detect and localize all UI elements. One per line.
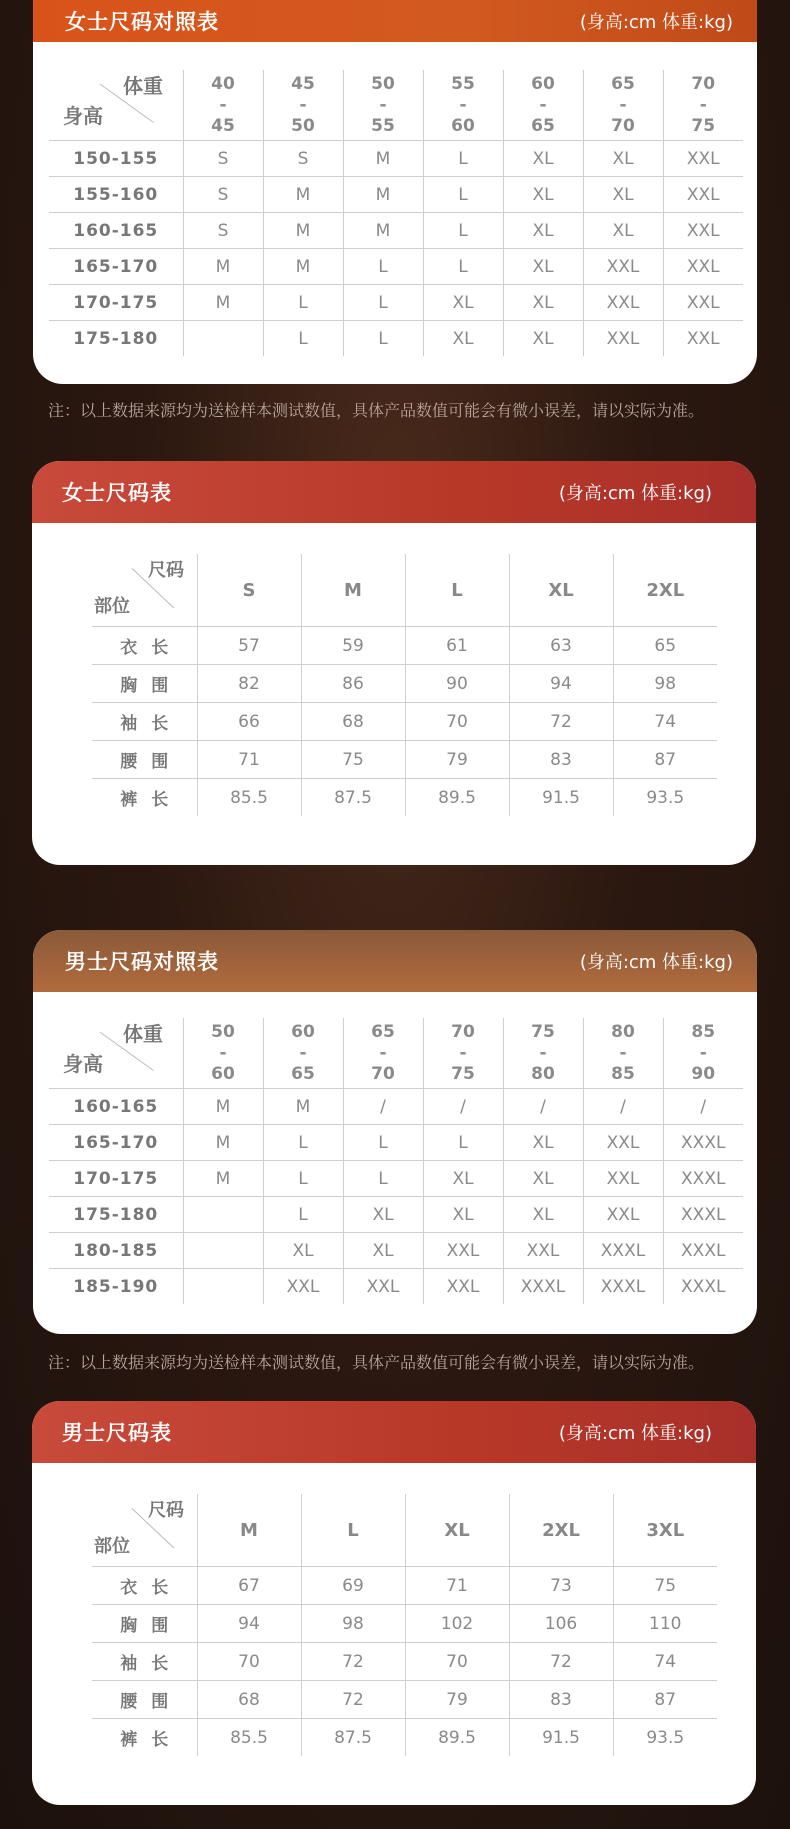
size-cell: L: [423, 141, 503, 177]
table-row: [92, 1681, 717, 1719]
size-cell: XXL: [663, 141, 743, 177]
measurement-cell: 66: [197, 703, 301, 741]
size-cell: XL: [263, 1233, 343, 1269]
corner-cell: [49, 1018, 183, 1089]
size-cell: XXXL: [663, 1233, 743, 1269]
size-cell: XL: [423, 1161, 503, 1197]
size-cell: S: [183, 177, 263, 213]
size-cell: XL: [503, 1197, 583, 1233]
measurement-cell: 68: [197, 1681, 301, 1719]
table-row: [92, 741, 717, 779]
height-range-label: 155-160: [49, 177, 183, 213]
measurement-cell: 71: [197, 741, 301, 779]
size-cell: /: [503, 1089, 583, 1125]
size-cell: M: [183, 1161, 263, 1197]
size-cell: M: [263, 249, 343, 285]
size-cell: XL: [503, 285, 583, 321]
measurement-cell: 94: [509, 665, 613, 703]
measurement-cell: 75: [613, 1567, 717, 1605]
size-cell: XL: [343, 1233, 423, 1269]
size-cell: L: [263, 285, 343, 321]
measurement-cell: 70: [405, 1643, 509, 1681]
size-cell: XL: [583, 177, 663, 213]
measurement-cell: 72: [301, 1681, 405, 1719]
size-column-header: S: [197, 554, 301, 627]
size-cell: XXL: [583, 249, 663, 285]
body-part-text: 胸围: [120, 676, 183, 696]
measurement-cell: 63: [509, 627, 613, 665]
header-row: [49, 1018, 743, 1089]
size-cell: M: [183, 1125, 263, 1161]
size-cell: XXXL: [681, 1276, 726, 1297]
size-cell: XXL: [686, 328, 720, 349]
weight-range-header: 65 - 70: [583, 70, 663, 141]
size-cell: XL: [503, 1125, 583, 1161]
size-cell: XL: [423, 1197, 503, 1233]
size-cell: XXL: [423, 1269, 503, 1305]
disclaimer-note-2: 注：以上数据来源均为送检样本测试数值，具体产品数值可能会有微小误差，请以实际为准。: [48, 1353, 705, 1372]
height-range-label: 165-170: [49, 249, 183, 285]
corner-cell: [92, 1494, 197, 1567]
body-part-label: [92, 1681, 197, 1719]
women-size-title: 女士尺码表: [62, 481, 172, 505]
size-cell: M: [343, 141, 423, 177]
women-size-card: [32, 461, 756, 865]
size-cell: M: [343, 213, 423, 249]
body-part-text: 裤长: [120, 1730, 183, 1750]
measurement-cell: 102: [405, 1605, 509, 1643]
measurement-cell: 61: [405, 627, 509, 665]
table-row: [92, 1643, 717, 1681]
body-part-text: 胸围: [120, 1616, 183, 1636]
body-part-label: [92, 627, 197, 665]
measurement-cell: 86: [301, 665, 405, 703]
size-cell: XXL: [583, 285, 663, 321]
women-compare-unit: (身高:cm 体重:kg): [579, 12, 733, 33]
weight-range-header: 70 - 75: [423, 1018, 503, 1089]
size-cell: L: [423, 177, 503, 213]
body-part-label: [92, 1567, 197, 1605]
measurement-cell: 93.5: [646, 1727, 685, 1748]
size-cell: M: [343, 177, 423, 213]
table-row: [49, 177, 743, 213]
size-cell: XL: [503, 321, 583, 357]
measurement-cell: 70: [197, 1643, 301, 1681]
measurement-cell: 72: [509, 703, 613, 741]
size-column-header: XL: [405, 1494, 509, 1567]
size-cell: M: [183, 285, 263, 321]
body-part-label: [92, 1643, 197, 1681]
body-part-text: 腰围: [120, 1692, 183, 1712]
measurement-cell: 79: [405, 741, 509, 779]
weight-range-header: 70 - 75: [663, 70, 743, 141]
size-cell: L: [423, 249, 503, 285]
women-compare-title: 女士尺码对照表: [65, 10, 219, 34]
corner-bottom-label: 部位: [94, 596, 130, 617]
table-row: [49, 1269, 743, 1305]
women-size-unit: (身高:cm 体重:kg): [558, 483, 712, 504]
body-part-label: [92, 779, 197, 817]
size-cell: M: [263, 177, 343, 213]
measurement-cell: 89.5: [405, 779, 509, 817]
men-compare-unit: (身高:cm 体重:kg): [579, 952, 733, 973]
size-cell: XXL: [663, 213, 743, 249]
measurement-cell: 94: [197, 1605, 301, 1643]
measurement-cell: 65: [613, 627, 717, 665]
corner-bottom-label: 身高: [63, 104, 103, 128]
size-cell: M: [183, 249, 263, 285]
size-cell: XXL: [663, 249, 743, 285]
size-cell: L: [423, 213, 503, 249]
size-cell: M: [263, 213, 343, 249]
body-part-text: 裤长: [120, 790, 183, 810]
height-range-label: 165-170: [49, 1125, 183, 1161]
table-row: [92, 779, 717, 817]
body-part-text: 衣长: [120, 638, 183, 658]
measurement-cell: 68: [301, 703, 405, 741]
women-size-table: [92, 554, 717, 816]
size-cell: XL: [583, 141, 663, 177]
measurement-cell: 87: [613, 1681, 717, 1719]
measurement-cell: 89.5: [405, 1719, 509, 1757]
header-row: [92, 1494, 717, 1567]
size-column-header: 2XL: [613, 554, 717, 627]
size-cell: XL: [423, 321, 503, 357]
corner-header: [49, 70, 183, 140]
size-cell: /: [583, 1089, 663, 1125]
size-cell: L: [423, 1125, 503, 1161]
size-cell: S: [183, 213, 263, 249]
height-range-label: 160-165: [49, 213, 183, 249]
corner-cell: [49, 70, 183, 141]
measurement-cell: 79: [405, 1681, 509, 1719]
measurement-cell: 93.5: [646, 787, 685, 808]
body-part-label: [92, 665, 197, 703]
body-part-label: [92, 741, 197, 779]
height-range-label: 180-185: [49, 1233, 183, 1269]
measurement-cell: 98: [613, 665, 717, 703]
size-cell: L: [343, 321, 423, 357]
measurement-cell: 87: [613, 741, 717, 779]
measurement-cell: 72: [509, 1643, 613, 1681]
corner-top-label: 体重: [123, 1022, 163, 1046]
measurement-cell: 87.5: [301, 1719, 405, 1757]
measurement-cell: 82: [197, 665, 301, 703]
size-cell: L: [343, 285, 423, 321]
men-size-unit: (身高:cm 体重:kg): [558, 1423, 712, 1444]
size-cell: /: [663, 1089, 743, 1125]
corner-top-label: 尺码: [148, 1500, 184, 1521]
table-row: [49, 1161, 743, 1197]
table-row: [92, 627, 717, 665]
size-cell: [183, 1197, 263, 1233]
weight-range-header: 60 - 65: [503, 70, 583, 141]
corner-bottom-label: 部位: [94, 1536, 130, 1557]
size-cell: M: [183, 1089, 263, 1125]
measurement-cell: 70: [405, 703, 509, 741]
size-cell: XXXL: [663, 1161, 743, 1197]
size-cell: XXL: [343, 1269, 423, 1305]
body-part-text: 衣长: [120, 1578, 183, 1598]
height-range-label: 170-175: [49, 1161, 183, 1197]
measurement-cell: 91.5: [509, 1719, 613, 1757]
size-cell: M: [263, 1089, 343, 1125]
men-compare-card: [33, 930, 757, 1334]
height-range-label: 170-175: [49, 285, 183, 321]
men-compare-table: [49, 1018, 743, 1304]
men-size-card: [32, 1401, 756, 1805]
table-row: [92, 1605, 717, 1643]
men-size-table: [92, 1494, 717, 1756]
measurement-cell: 106: [509, 1605, 613, 1643]
size-column-header: 3XL: [613, 1494, 717, 1567]
measurement-cell: 110: [613, 1605, 717, 1643]
height-range-label: 175-180: [49, 1197, 183, 1233]
table-row: [49, 1089, 743, 1125]
weight-range-header: 65 - 70: [343, 1018, 423, 1089]
size-column-header: L: [301, 1494, 405, 1567]
men-size-title: 男士尺码表: [62, 1421, 172, 1445]
size-cell: XXXL: [663, 1197, 743, 1233]
measurement-cell: 87.5: [301, 779, 405, 817]
size-cell: XL: [503, 249, 583, 285]
measurement-cell: 83: [509, 741, 613, 779]
body-part-text: 腰围: [120, 752, 183, 772]
table-row: [49, 249, 743, 285]
table-row: [92, 703, 717, 741]
table-row: [49, 141, 743, 177]
body-part-label: [92, 703, 197, 741]
table-row: [49, 285, 743, 321]
women-compare-header: [33, 0, 757, 42]
size-cell: XXXL: [663, 1125, 743, 1161]
size-cell: S: [263, 141, 343, 177]
table-row: [49, 1233, 743, 1269]
corner-header: [92, 554, 197, 626]
corner-header: [92, 1494, 197, 1566]
women-compare-table: [49, 70, 743, 356]
measurement-cell: 98: [301, 1605, 405, 1643]
size-cell: XL: [503, 213, 583, 249]
table-row: [49, 1197, 743, 1233]
height-range-label: 185-190: [49, 1269, 183, 1305]
size-cell: XXL: [663, 285, 743, 321]
weight-range-header: 45 - 50: [263, 70, 343, 141]
corner-bottom-label: 身高: [63, 1052, 103, 1076]
disclaimer-note-1: 注：以上数据来源均为送检样本测试数值，具体产品数值可能会有微小误差，请以实际为准。: [48, 401, 705, 420]
size-cell: XXXL: [583, 1233, 663, 1269]
size-cell: XL: [423, 285, 503, 321]
size-cell: XL: [583, 213, 663, 249]
size-cell: [183, 1233, 263, 1269]
size-cell: XL: [343, 1197, 423, 1233]
weight-range-header: 40 - 45: [183, 70, 263, 141]
table-row: [49, 1125, 743, 1161]
size-column-header: M: [301, 554, 405, 627]
size-cell: L: [343, 249, 423, 285]
size-cell: L: [263, 321, 343, 357]
body-part-text: 袖长: [120, 1654, 183, 1674]
size-cell: XXL: [583, 321, 663, 357]
weight-range-header: 75 - 80: [503, 1018, 583, 1089]
table-row: [92, 1719, 717, 1757]
men-compare-header: [33, 930, 757, 992]
weight-range-header: 50 - 60: [183, 1018, 263, 1089]
measurement-cell: 74: [613, 703, 717, 741]
men-compare-title: 男士尺码对照表: [65, 950, 219, 974]
size-cell: L: [263, 1125, 343, 1161]
size-cell: XXXL: [583, 1269, 663, 1305]
measurement-cell: 59: [301, 627, 405, 665]
size-cell: XL: [503, 177, 583, 213]
corner-header: [49, 1018, 183, 1088]
women-compare-card: [33, 0, 757, 384]
measurement-cell: 83: [509, 1681, 613, 1719]
header-row: [92, 554, 717, 627]
corner-top-label: 尺码: [148, 560, 184, 581]
size-column-header: L: [405, 554, 509, 627]
height-range-label: 175-180: [49, 321, 183, 357]
measurement-cell: 69: [301, 1567, 405, 1605]
weight-range-header: 50 - 55: [343, 70, 423, 141]
corner-top-label: 体重: [123, 74, 163, 98]
size-cell: XXL: [583, 1161, 663, 1197]
size-cell: /: [423, 1089, 503, 1125]
size-cell: XXL: [503, 1233, 583, 1269]
size-column-header: M: [197, 1494, 301, 1567]
measurement-cell: 85.5: [197, 779, 301, 817]
header-row: [49, 70, 743, 141]
measurement-cell: 71: [405, 1567, 509, 1605]
height-range-label: 160-165: [49, 1089, 183, 1125]
weight-range-header: 85 - 90: [663, 1018, 743, 1089]
measurement-cell: 74: [613, 1643, 717, 1681]
size-cell: S: [183, 141, 263, 177]
measurement-cell: 57: [197, 627, 301, 665]
men-size-header: [32, 1401, 756, 1463]
weight-range-header: 55 - 60: [423, 70, 503, 141]
weight-range-header: 60 - 65: [263, 1018, 343, 1089]
measurement-cell: 67: [197, 1567, 301, 1605]
size-column-header: XL: [509, 554, 613, 627]
size-cell: XXL: [663, 177, 743, 213]
measurement-cell: 85.5: [197, 1719, 301, 1757]
body-part-label: [92, 1605, 197, 1643]
size-cell: XXL: [583, 1125, 663, 1161]
body-part-label: [92, 1719, 197, 1757]
body-part-text: 袖长: [120, 714, 183, 734]
size-cell: XL: [503, 141, 583, 177]
size-cell: XL: [503, 1161, 583, 1197]
table-row: [92, 665, 717, 703]
size-cell: [183, 1269, 263, 1305]
size-cell: L: [263, 1197, 343, 1233]
table-row: [92, 1567, 717, 1605]
measurement-cell: 73: [509, 1567, 613, 1605]
size-cell: [183, 321, 263, 357]
corner-cell: [92, 554, 197, 627]
measurement-cell: 72: [301, 1643, 405, 1681]
size-column-header: 2XL: [509, 1494, 613, 1567]
table-row: [49, 213, 743, 249]
table-row: [49, 321, 743, 357]
women-size-header: [32, 461, 756, 523]
size-cell: XXXL: [503, 1269, 583, 1305]
size-cell: XXL: [583, 1197, 663, 1233]
size-cell: L: [343, 1161, 423, 1197]
measurement-cell: 75: [301, 741, 405, 779]
height-range-label: 150-155: [49, 141, 183, 177]
measurement-cell: 91.5: [509, 779, 613, 817]
weight-range-header: 80 - 85: [583, 1018, 663, 1089]
size-cell: XXL: [263, 1269, 343, 1305]
measurement-cell: 90: [405, 665, 509, 703]
size-cell: L: [343, 1125, 423, 1161]
size-cell: /: [343, 1089, 423, 1125]
size-cell: L: [263, 1161, 343, 1197]
size-cell: XXL: [423, 1233, 503, 1269]
